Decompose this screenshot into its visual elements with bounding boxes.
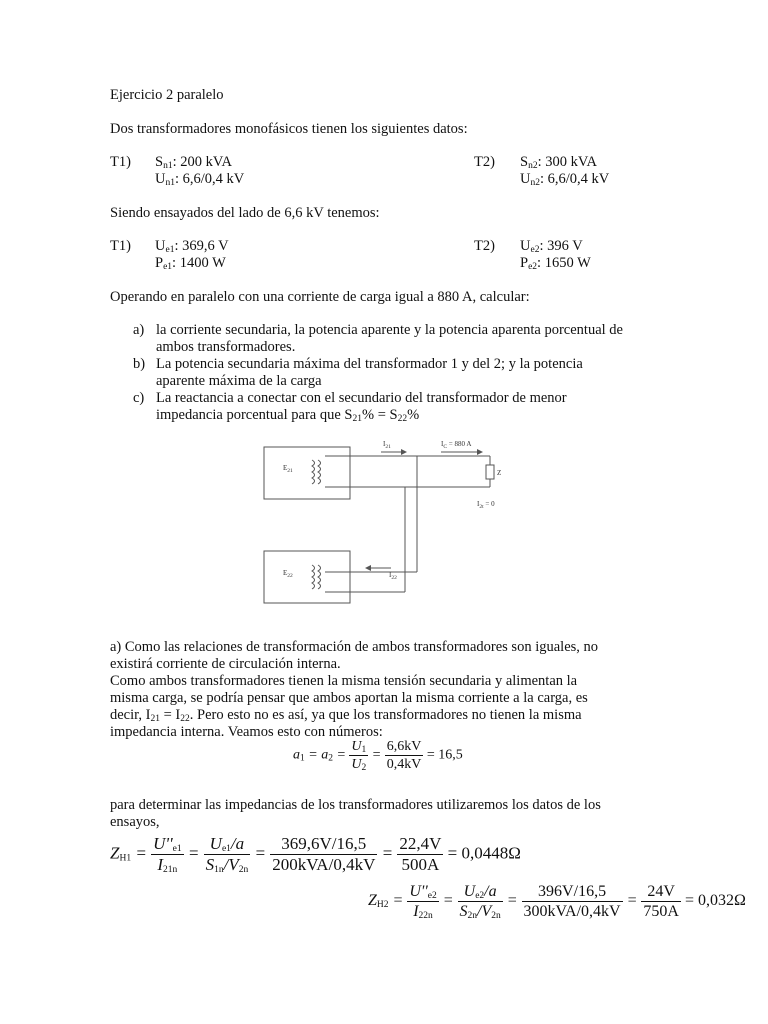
ratio-equation: $a_1 = a_2$ = $\frac{U_1}{U_2}$ = $\frac{6,6kV}{0,4kV}$ = 16,5 <box>293 739 463 773</box>
intro-text: Dos transformadores monofásicos tienen los siguientes datos: <box>110 121 468 137</box>
z-label: Z <box>497 469 502 477</box>
i22-label: $I_{22}$ <box>389 571 397 581</box>
t2-box <box>264 551 350 603</box>
e2-label: T2) <box>474 238 495 254</box>
t1-coil <box>312 460 321 484</box>
impedance-paragraph-line1: para determinar las impedancias de los transformadores utilizaremos los datos de los <box>110 797 601 813</box>
load-impedance <box>486 465 494 479</box>
e22-label: $E_{22}$ <box>283 569 293 579</box>
question-b-line2: aparente máxima de la carga <box>156 373 322 389</box>
parallel-transformer-diagram <box>255 432 520 612</box>
question-a-line2: ambos transformadores. <box>156 339 296 355</box>
circulating-current-label: $I_{2t} = 0$ <box>477 500 495 510</box>
t1-rated-voltage: $U_{n1}$: 6,6/0,4 kV <box>155 171 245 188</box>
z-h1-equation: $Z_{H1}$ = $\frac{U''_{e1}}{I_{21n}}$ = $\frac{U_{e1}/a}{S_{1n}/V_{2n}}$ = $\frac{369,6V/16,5}{\text{200kVA/0,4kV}}$ = $\frac{22,4V}{500A}$ = 0,0448Ω <box>110 834 521 875</box>
question-a-marker: a) <box>133 322 145 338</box>
t1-rated-power: $S_{n1}$: 200 kVA <box>155 154 232 171</box>
load-current-label: $I_C = 880$ A <box>441 440 472 450</box>
e1-test-voltage: $U_{e1}$: 369,6 V <box>155 238 229 255</box>
answer-a-line1: a) Como las relaciones de transformación de ambos transformadores son iguales, no <box>110 639 599 655</box>
z-h2-equation: $Z_{H2}$ = $\frac{U''_{e2}}{I_{22n}}$ = $\frac{U_{e2}/a}{S_{2n}/V_{2n}}$ = $\frac{396V/16,5}{\text{300kVA/0,4kV}}$ = $\frac{24V}{750A}$ = 0,032Ω <box>368 883 746 921</box>
impedance-paragraph-line2: ensayos, <box>110 814 160 830</box>
answer-a-line6: impedancia interna. Veamos esto con números: <box>110 724 383 740</box>
operating-text: Operando en paralelo con una corriente de carga igual a 880 A, calcular: <box>110 289 530 305</box>
e21-label: $E_{21}$ <box>283 464 293 474</box>
t2-rated-power: $S_{n2}$: 300 kVA <box>520 154 597 171</box>
e2-test-voltage: $U_{e2}$: 396 V <box>520 238 583 255</box>
t2-rated-voltage: $U_{n2}$: 6,6/0,4 kV <box>520 171 610 188</box>
i21-label: $I_{21}$ <box>383 440 391 450</box>
answer-a-line5: decir, $I_{21} = I_{22}$. Pero esto no es así, ya que los transformadores no tienen la misma <box>110 707 582 724</box>
question-b-line1: La potencia secundaria máxima del transformador 1 y del 2; y la potencia <box>156 356 583 372</box>
test-intro: Siendo ensayados del lado de 6,6 kV tenemos: <box>110 205 380 221</box>
e2-test-power: $P_{e2}$: 1650 W <box>520 255 591 272</box>
t1-box <box>264 447 350 499</box>
question-c-line1: La reactancia a conectar con el secundario del transformador de menor <box>156 390 567 406</box>
question-c-line2: impedancia porcentual para que $S_{21}\% = S_{22}\%$ <box>156 407 420 424</box>
e1-test-power: $P_{e1}$: 1400 W <box>155 255 226 272</box>
t2-label: T2) <box>474 154 495 170</box>
question-a-line1: la corriente secundaria, la potencia aparente y la potencia aparenta porcentual de <box>156 322 623 338</box>
answer-a-line3: Como ambos transformadores tienen la misma tensión secundaria y alimentan la <box>110 673 578 689</box>
question-b-marker: b) <box>133 356 146 372</box>
answer-a-line4: misma carga, se podría pensar que ambos aportan la misma corriente a la carga, es <box>110 690 588 706</box>
question-c-marker: c) <box>133 390 145 406</box>
t2-coil <box>312 565 321 589</box>
answer-a-line2: existirá corriente de circulación interna. <box>110 656 341 672</box>
page-title: Ejercicio 2 paralelo <box>110 87 224 103</box>
e1-label: T1) <box>110 238 131 254</box>
t1-label: T1) <box>110 154 131 170</box>
